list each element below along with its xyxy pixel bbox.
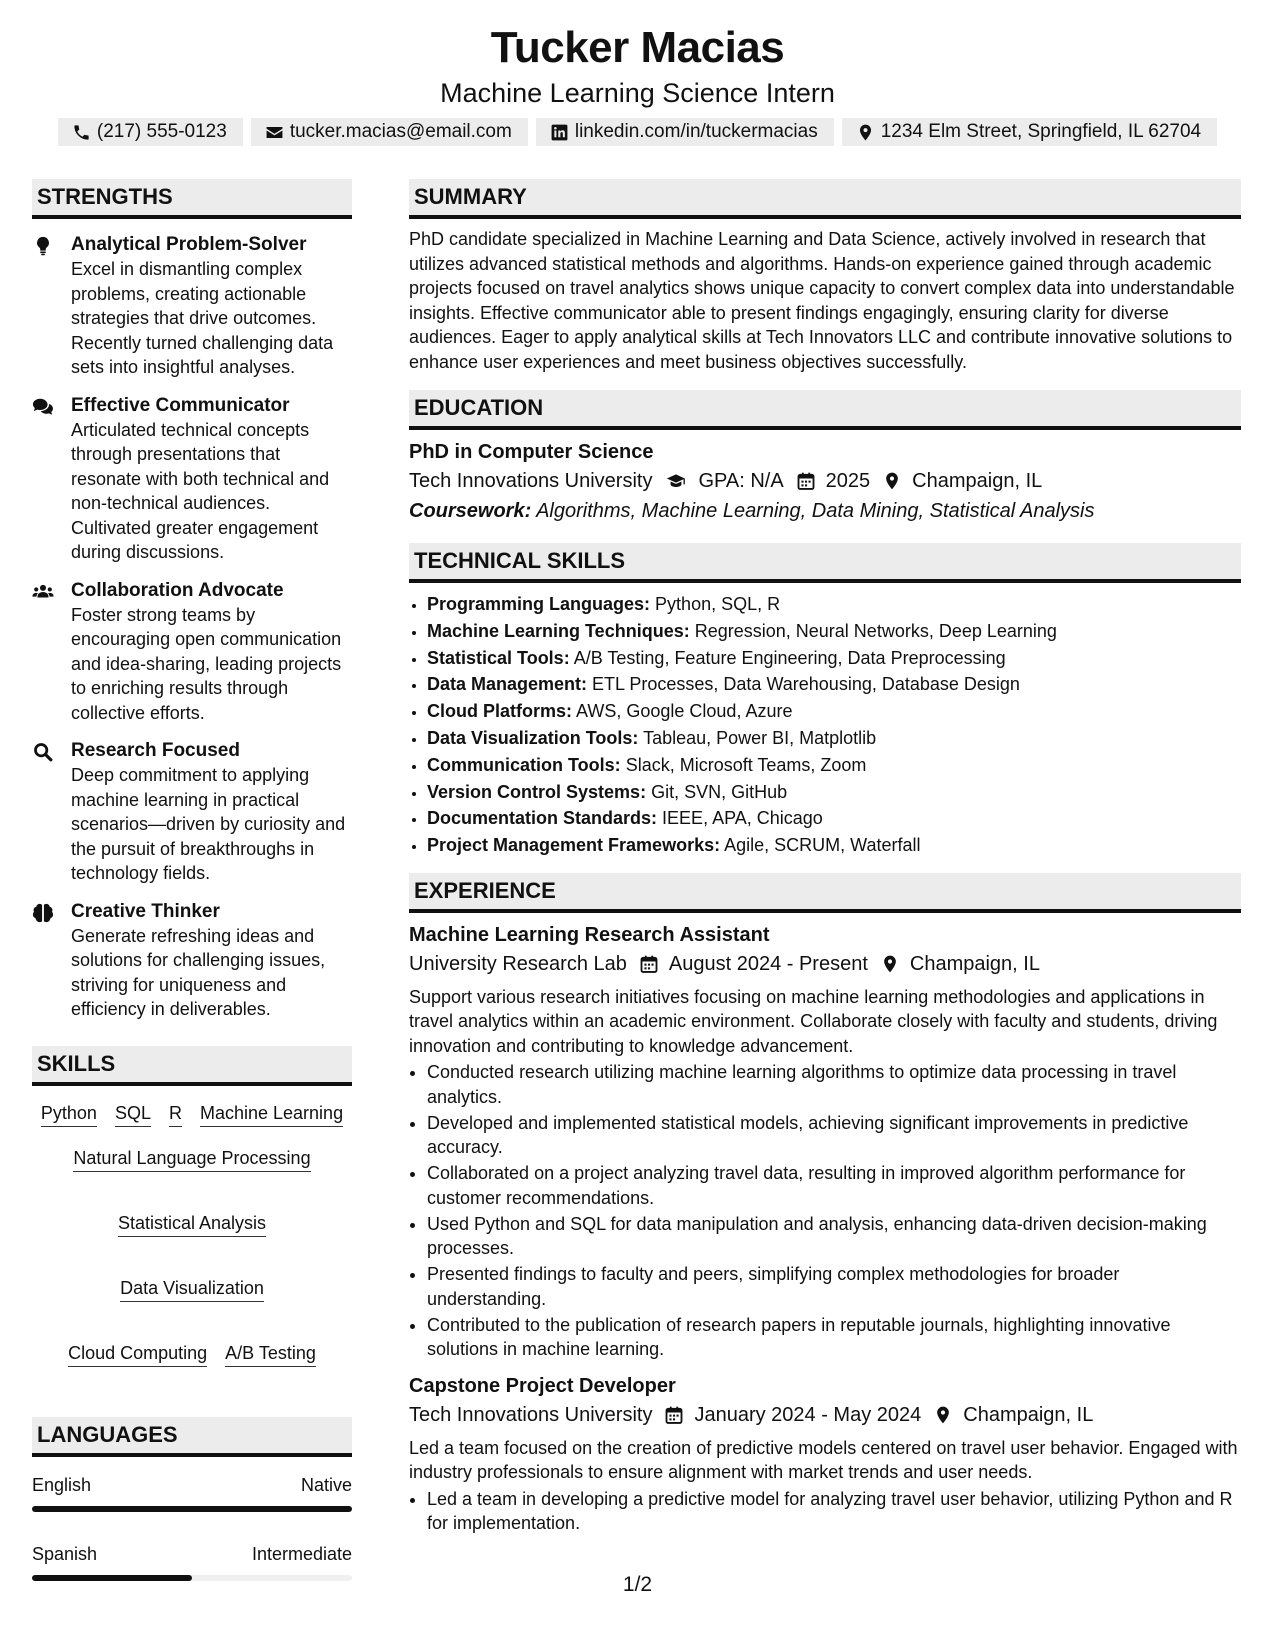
strength-title: Effective Communicator: [71, 394, 290, 416]
skill-tag: Statistical Analysis: [118, 1212, 266, 1237]
contact-bar: [0, 118, 1275, 146]
summary-text: PhD candidate specialized in Machine Learning and Data Science, actively involved in research that utilizes advanced statistical methods and algorithms. Hands-on experience gained through academic projects focused on travel analytics shows unique capacity to convert complex data into understandable insights. Effective communicator able to present findings engagingly, ensuring clarity for diverse audiences. Eager to apply analytical skills at Tech Innovators LLC and contribute innovative solutions to enhance user experiences and meet business objectives successfully.: [409, 229, 1235, 372]
skill-tag: Data Visualization: [120, 1277, 264, 1302]
education-gpa: GPA: N/A: [698, 470, 784, 492]
strength-title: Analytical Problem-Solver: [71, 234, 307, 255]
left-column: [32, 179, 352, 1581]
coursework-list: Algorithms, Machine Learning, Data Mining, Statistical Analysis: [536, 500, 1095, 522]
job-bullet: • Presented findings to faculty and peers, simplifying complex methodologies for broader understanding.: [427, 1262, 1241, 1311]
location-pin-icon: [880, 954, 900, 974]
strengths-heading: STRENGTHS: [32, 179, 352, 219]
technical-skill-item: [427, 618, 1241, 645]
technical-skills-heading: TECHNICAL SKILLS: [409, 543, 1241, 583]
job-location: Champaign, IL: [909, 952, 1040, 975]
strength-desc: Foster strong teams by encouraging open communication and idea-sharing, leading projects to enriching results through collective efforts.: [71, 604, 342, 723]
technical-skill-label: Version Control Systems:: [427, 781, 647, 802]
education-location: Champaign, IL: [912, 470, 1043, 492]
technical-skill-item: [427, 645, 1241, 672]
technical-skill-value: Python, SQL, R: [655, 594, 781, 614]
contact-linkedin[interactable]: [536, 118, 834, 146]
job-bullet: • Conducted research utilizing machine learning algorithms to optimize data processing in travel analytics.: [427, 1060, 1241, 1109]
strength-item: [32, 900, 352, 1022]
strength-title: Collaboration Advocate: [71, 579, 284, 601]
education-meta: [409, 466, 1241, 496]
technical-skill-value: Agile, SCRUM, Waterfall: [724, 835, 921, 856]
language-item: [32, 1473, 352, 1512]
technical-skill-value: Tableau, Power BI, Matplotlib: [643, 727, 877, 748]
job-title: Capstone Project Developer: [409, 1374, 676, 1397]
technical-skill-label: Communication Tools:: [427, 754, 621, 775]
linkedin-icon: [550, 123, 569, 142]
languages-heading: LANGUAGES: [32, 1417, 352, 1457]
technical-skill-label: Project Management Frameworks:: [427, 835, 721, 856]
technical-skill-label: Cloud Platforms:: [427, 701, 573, 722]
technical-skill-value: AWS, Google Cloud, Azure: [576, 701, 793, 722]
skill-tag: Python: [41, 1102, 97, 1127]
contact-email-text: tucker.macias@email.com: [289, 121, 512, 142]
technical-skill-value: Slack, Microsoft Teams, Zoom: [625, 754, 867, 775]
job-bullet: • Used Python and SQL for data manipulation and analysis, enhancing data-driven decision-making processes.: [427, 1212, 1241, 1261]
job-dates: January 2024 - May 2024: [694, 1403, 922, 1426]
technical-skill-label: Machine Learning Techniques:: [427, 620, 690, 641]
strength-desc: Excel in dismantling complex problems, creating actionable strategies that drive outcomes. Recently turned challenging data sets into insightful analyses.: [71, 259, 334, 377]
education-heading: EDUCATION: [409, 390, 1241, 430]
skill-tag: A/B Testing: [225, 1342, 316, 1367]
job-location: Champaign, IL: [963, 1403, 1094, 1426]
summary-heading: SUMMARY: [409, 179, 1241, 219]
location-pin-icon: [933, 1405, 953, 1425]
contact-phone-text: (217) 555-0123: [96, 121, 227, 142]
technical-skill-item: [427, 591, 1241, 618]
skill-tag: Cloud Computing: [68, 1342, 207, 1367]
language-name: English: [32, 1474, 92, 1495]
job-bullet: • Collaborated on a project analyzing travel data, resulting in improved algorithm performance for customer recommendations.: [427, 1161, 1241, 1210]
strength-item: [32, 579, 352, 726]
job-meta: [409, 949, 1241, 979]
technical-skill-item: [427, 698, 1241, 725]
lightbulb-icon: [32, 235, 54, 257]
technical-skill-value: Regression, Neural Networks, Deep Learning: [694, 620, 1057, 641]
coursework-label: Coursework:: [409, 500, 532, 522]
education-year: 2025: [825, 470, 871, 492]
skill-tag: Machine Learning: [200, 1102, 343, 1127]
skills-list: [32, 1102, 352, 1367]
strength-desc: Generate refreshing ideas and solutions for challenging issues, striving for uniqueness and efficiency in deliverables.: [71, 925, 326, 1019]
experience-entry: [409, 1372, 1241, 1536]
job-bullet: • Led a team in developing a predictive model for analyzing travel user behavior, utilizing Python and R for implementation.: [427, 1487, 1241, 1536]
technical-skill-value: A/B Testing, Feature Engineering, Data Preprocessing: [573, 647, 1006, 668]
calendar-icon: [796, 471, 816, 491]
users-icon: [32, 581, 54, 603]
job-description: Support various research initiatives focusing on machine learning methodologies and applications in travel analytics within an academic environment. Collaborate closely with faculty and students, driving innovation and contributing to knowledge advancement.: [409, 986, 1218, 1056]
technical-skill-item: [427, 832, 1241, 859]
technical-skill-value: Git, SVN, GitHub: [651, 781, 788, 802]
strength-title: Research Focused: [71, 740, 240, 761]
contact-email[interactable]: [251, 118, 528, 146]
technical-skills-list: [409, 591, 1241, 859]
technical-skill-label: Data Management:: [427, 674, 588, 695]
strength-item: [32, 394, 352, 565]
candidate-role: Machine Learning Science Intern: [440, 78, 835, 108]
education-coursework: [409, 496, 1241, 526]
strength-desc: Articulated technical concepts through presentations that resonate with both technical and non-technical audiences. Cultivated greater engagement during discussions.: [71, 419, 330, 562]
language-proficiency-bar: [32, 1506, 352, 1512]
technical-skill-item: [427, 752, 1241, 779]
page-number: 1/2: [622, 1573, 653, 1596]
education-school: Tech Innovations University: [409, 470, 653, 492]
contact-address-text: 1234 Elm Street, Springfield, IL 62704: [880, 121, 1202, 142]
skill-tag: Natural Language Processing: [73, 1147, 310, 1172]
technical-skill-label: Documentation Standards:: [427, 808, 658, 829]
job-bullets: [409, 1487, 1241, 1536]
language-proficiency-fill: [32, 1506, 352, 1512]
technical-skill-item: [427, 725, 1241, 752]
language-level: Native: [300, 1474, 352, 1495]
strength-desc: Deep commitment to applying machine learning in practical scenarios—driven by curiosity and the pursuit of breakthroughs in technology fields.: [71, 765, 346, 883]
education-degree: PhD in Computer Science: [409, 441, 654, 463]
comments-icon: [32, 396, 54, 418]
skills-heading: SKILLS: [32, 1046, 352, 1086]
job-bullet: • Contributed to the publication of research papers in reputable journals, highlighting innovative solutions in machine learning.: [427, 1313, 1241, 1362]
candidate-name: Tucker Macias: [490, 23, 785, 72]
experience-heading: EXPERIENCE: [409, 873, 1241, 913]
job-bullets: [409, 1060, 1241, 1362]
job-meta: [409, 1400, 1241, 1430]
job-org: Tech Innovations University: [409, 1403, 653, 1426]
technical-skill-item: [427, 779, 1241, 806]
experience-entry: [409, 921, 1241, 1362]
search-icon: [32, 741, 54, 763]
job-dates: August 2024 - Present: [668, 952, 868, 975]
technical-skill-item: [427, 805, 1241, 832]
skill-tag: R: [169, 1102, 182, 1127]
technical-skill-value: IEEE, APA, Chicago: [662, 808, 823, 829]
phone-icon: [72, 123, 91, 142]
technical-skill-label: Programming Languages:: [427, 594, 651, 614]
technical-skill-label: Statistical Tools:: [427, 647, 570, 668]
strength-title: Creative Thinker: [71, 900, 220, 922]
right-column: [409, 179, 1241, 1537]
calendar-icon: [639, 954, 659, 974]
brain-icon: [32, 902, 54, 924]
technical-skill-label: Data Visualization Tools:: [427, 727, 639, 748]
strength-item: [32, 739, 352, 886]
location-pin-icon: [856, 123, 875, 142]
skill-tag: SQL: [115, 1102, 151, 1127]
job-bullet: • Developed and implemented statistical models, achieving significant improvements in predictive accuracy.: [427, 1111, 1241, 1160]
envelope-icon: [265, 123, 284, 142]
job-title: Machine Learning Research Assistant: [409, 923, 770, 946]
location-pin-icon: [882, 471, 902, 491]
language-level: Intermediate: [251, 1543, 352, 1564]
contact-linkedin-text: linkedin.com/in/tuckermacias: [574, 121, 818, 142]
strength-item: [32, 233, 352, 380]
technical-skill-value: ETL Processes, Data Warehousing, Database Design: [592, 674, 1020, 695]
language-name: Spanish: [32, 1543, 98, 1564]
technical-skill-item: [427, 671, 1241, 698]
contact-address: [842, 118, 1217, 146]
contact-phone[interactable]: [58, 118, 243, 146]
resume-header: [0, 22, 1275, 146]
job-org: University Research Lab: [409, 952, 627, 975]
calendar-icon: [664, 1405, 684, 1425]
job-description: Led a team focused on the creation of predictive models centered on travel user behavior. Engaged with industry professionals to ensure alignment with market trends and user needs.: [409, 1437, 1238, 1483]
graduation-cap-icon: [664, 471, 688, 491]
